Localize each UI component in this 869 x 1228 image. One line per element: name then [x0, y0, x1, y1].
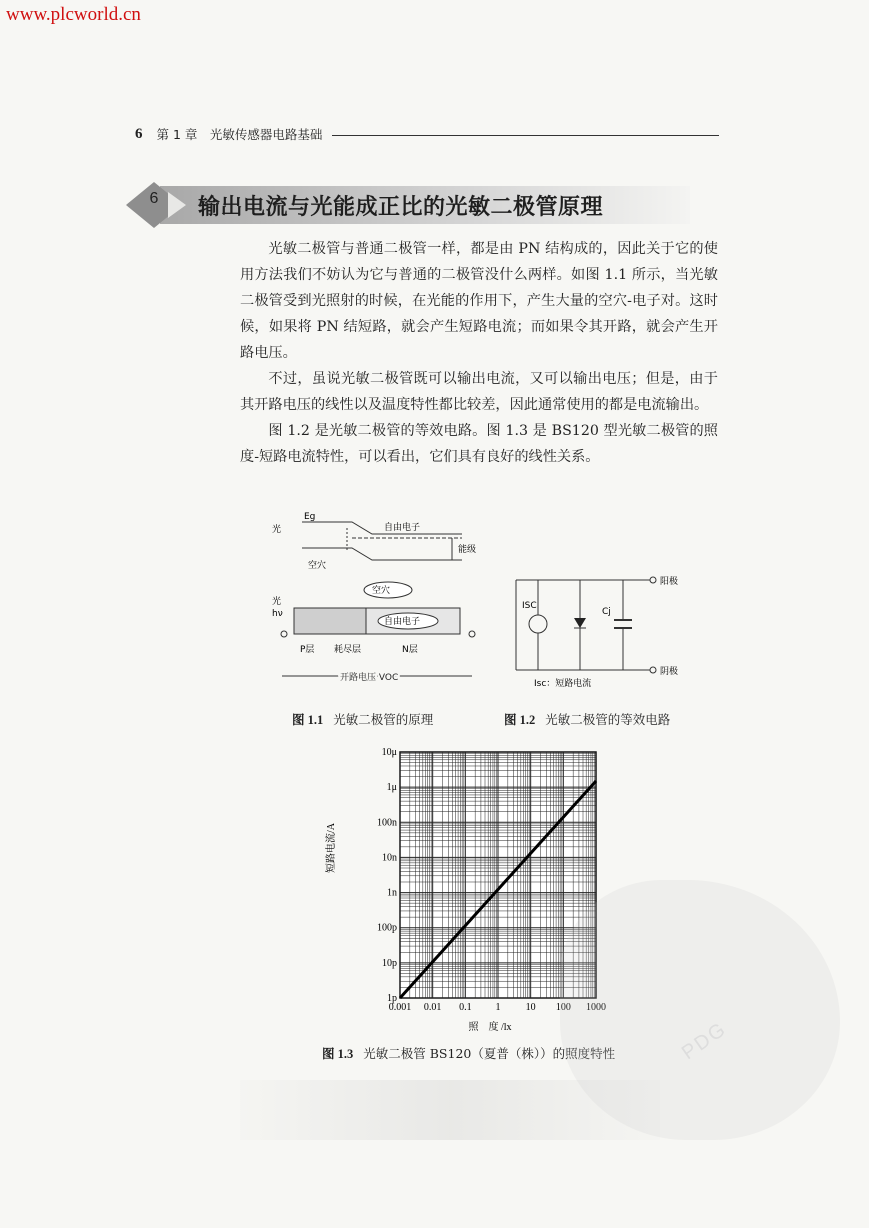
x-tick-label: 1: [495, 1002, 501, 1013]
site-url[interactable]: www.plcworld.cn: [6, 4, 141, 25]
paragraph-2: 不过，虽说光敏二极管既可以输出电流，又可以输出电压；但是，由于其开路电压的线性以及温度特性都比较差，因此通常使用的都是电流输出。: [240, 371, 718, 413]
x-tick-label: 10: [525, 1002, 536, 1013]
y-tick-label: 10p: [382, 957, 397, 969]
eg-label: Eg: [304, 512, 316, 522]
n-layer-label: N层: [402, 645, 418, 655]
y-tick-label: 1p: [387, 993, 397, 1004]
caption-1-2-text: 光敏二极管的等效电路: [545, 712, 671, 727]
isc-label: ISC: [522, 601, 537, 611]
band-conduction: [302, 522, 462, 534]
header-rule: [332, 135, 719, 136]
section-title: 输出电流与光能成正比的光敏二极管原理: [198, 194, 604, 220]
y-tick-label: 1n: [387, 887, 397, 899]
page-number: 6: [135, 125, 143, 142]
cathode-terminal: [650, 667, 656, 673]
x-tick-label: 0.1: [459, 1002, 472, 1013]
p-layer-label: P层: [300, 645, 315, 655]
electron-bubble-text: 自由电子: [384, 617, 421, 627]
caption-1-1-text: 光敏二极管的原理: [333, 712, 434, 727]
x-tick-label: 100: [555, 1002, 571, 1013]
x-tick-label: 0.01: [423, 1002, 442, 1013]
energy-level: 能级: [458, 545, 477, 555]
anode-label: 阳极: [660, 577, 679, 587]
depletion-layer-label: 耗尽层: [334, 645, 362, 655]
figure-1-2: [508, 572, 708, 696]
paragraph-3: 图 1.2 是光敏二极管的等效电路。图 1.3 是 BS120 型光敏二极管的照度-短路电流特性，可以看出，它们具有良好的线性关系。: [240, 423, 718, 465]
x-axis-label: 照 度 /lx: [468, 1022, 512, 1033]
section-number: 6: [149, 190, 159, 207]
y-tick-label: 10μ: [381, 747, 397, 758]
figure-1-2-caption: [504, 710, 670, 728]
cj-label: Cj: [602, 607, 611, 617]
running-header: [135, 124, 719, 144]
figure-1-1-caption: [292, 710, 433, 728]
figure-1-1: [272, 508, 482, 694]
voc-label: 开路电压 VOC: [340, 673, 399, 683]
section-banner: [120, 180, 690, 228]
cathode-label: 阴极: [660, 667, 679, 677]
y-tick-label: 100p: [377, 922, 397, 934]
x-tick-label: 1000: [586, 1002, 606, 1013]
y-tick-label: 1μ: [386, 782, 397, 794]
body-text: [240, 236, 718, 470]
current-source: [529, 615, 547, 633]
hole-bubble-text: 空穴: [372, 586, 391, 596]
terminal-right: [469, 631, 475, 637]
hv-label: hν: [272, 609, 283, 619]
y-tick-label: 10n: [382, 852, 397, 864]
x-tick-label: 0.001: [388, 1002, 412, 1013]
anode-terminal: [650, 577, 656, 583]
caption-1-1-num: 图 1.1: [292, 713, 324, 727]
y-axis-label: 短路电流/A: [326, 823, 337, 873]
scan-smudge: [240, 1080, 660, 1140]
diode-symbol: [574, 618, 586, 628]
light-label-2: 光: [272, 597, 282, 607]
isc-desc: Isc：短路电流: [534, 679, 592, 689]
paragraph-1: 光敏二极管与普通二极管一样，都是由 PN 结构成的，因此关于它的使用方法我们不妨认为它与普通的二极管没什么两样。如图 1.1 所示，当光敏二极管受到光照射的时候，在光能的作用下，产生大量的空穴-电子对。这时候，如果将 PN 结短路，就会产生短路电流；而如果令其开路，就会产生开路电压。: [240, 241, 718, 361]
caption-1-3-text: 光敏二极管 BS120（夏普（株））的照度特性: [363, 1046, 616, 1061]
pdg-watermark: PDG: [677, 1017, 731, 1065]
circuit-wires: [516, 580, 650, 670]
caption-1-2-num: 图 1.2: [504, 713, 536, 727]
chapter-title: 第 1 章 光敏传感器电路基础: [156, 127, 323, 142]
free-electron-top: 自由电子: [384, 523, 421, 533]
p-layer-block: [294, 608, 366, 634]
terminal-left: [281, 631, 287, 637]
band-valence: [302, 548, 462, 560]
light-label: 光: [272, 525, 282, 535]
y-tick-label: 100n: [377, 817, 397, 829]
caption-1-3-num: 图 1.3: [322, 1047, 354, 1061]
hole-top: 空穴: [308, 561, 327, 571]
